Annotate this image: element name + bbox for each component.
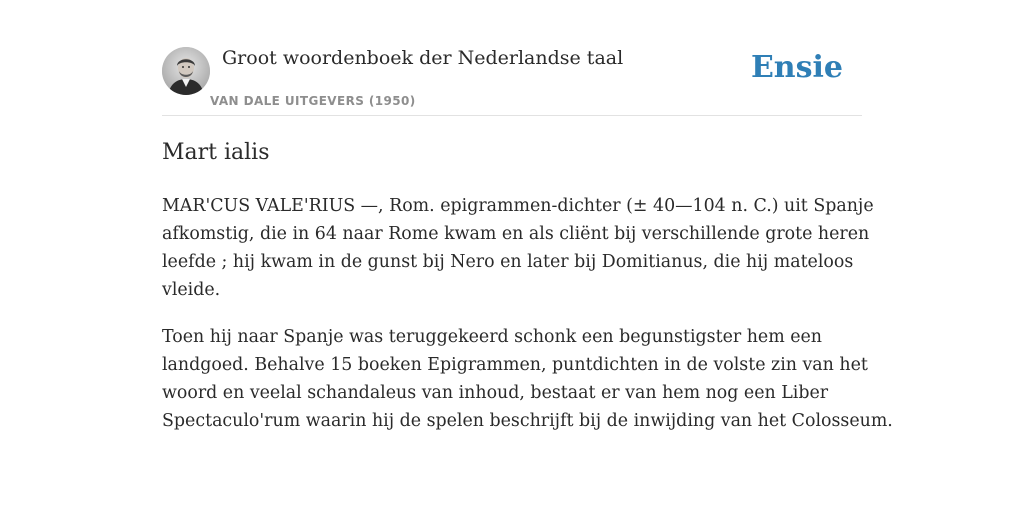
author-avatar	[162, 47, 210, 95]
publisher-label: VAN DALE UITGEVERS (1950)	[210, 94, 416, 108]
paragraph-line: landgoed. Behalve 15 boeken Epigrammen, puntdichten in de volste zin van het	[162, 355, 868, 375]
paragraph-line: Toen hij naar Spanje was teruggekeerd schonk een begunstigster hem een	[162, 327, 822, 347]
dictionary-title[interactable]: Groot woordenboek der Nederlandse taal	[222, 47, 624, 69]
ensie-logo[interactable]: Ensie	[750, 50, 843, 85]
paragraph-line: vleide.	[162, 280, 221, 300]
paragraph-line: MAR'CUS VALE'RIUS —, Rom. epigrammen-dichter (± 40—104 n. C.) uit Spanje	[162, 196, 874, 216]
entry-title: Mart ialis	[162, 140, 270, 165]
paragraph-line: afkomstig, die in 64 naar Rome kwam en als cliënt bij verschillende grote heren	[162, 224, 870, 244]
entry-paragraph	[162, 192, 874, 304]
entry-paragraph	[162, 323, 893, 435]
dictionary-header	[162, 46, 862, 116]
paragraph-line: Spectaculo'rum waarin hij de spelen beschrijft bij de inwijding van het Colosseum.	[162, 411, 893, 431]
paragraph-line: leefde ; hij kwam in de gunst bij Nero en later bij Domitianus, die hij mateloos	[162, 252, 854, 272]
paragraph-line: woord en veelal schandaleus van inhoud, bestaat er van hem nog een Liber	[162, 383, 829, 403]
portrait-photo-icon	[162, 47, 210, 95]
